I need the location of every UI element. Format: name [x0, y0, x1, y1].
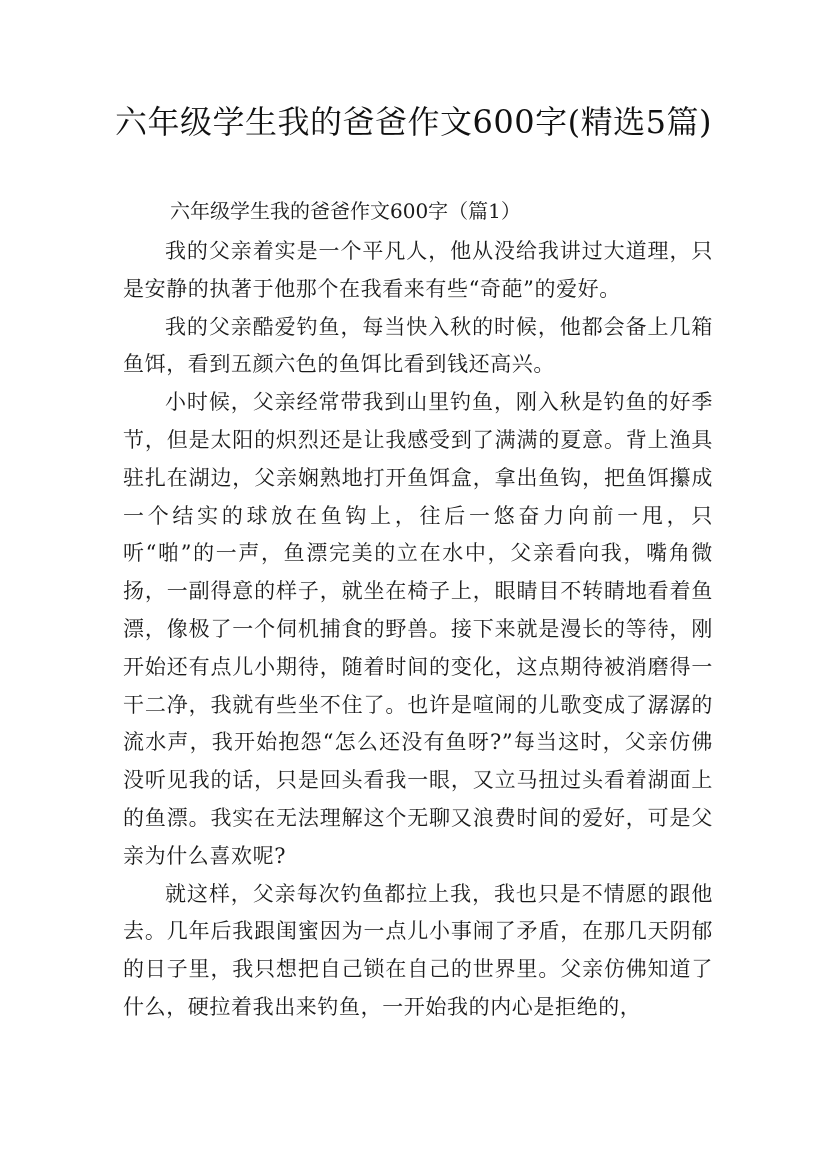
- paragraph-3: 小时候，父亲经常带我到山里钓鱼，刚入秋是钓鱼的好季节，但是太阳的炽烈还是让我感受到了满满的夏意。背上渔具驻扎在湖边，父亲娴熟地打开鱼饵盒，拿出鱼钩，把鱼饵攥成一个结实的球放在鱼钩上，往后一悠奋力向前一甩，只听“啪”的一声，鱼漂完美的立在水中，父亲看向我，嘴角微扬，一副得意的样子，就坐在椅子上，眼睛目不转睛地看着鱼漂，像极了一个伺机捕食的野兽。接下来就是漫长的等待，刚开始还有点儿小期待，随着时间的变化，这点期待被消磨得一干二净，我就有些坐不住了。也许是喧闹的儿歌变成了潺潺的流水声，我开始抱怨“怎么还没有鱼呀?”每当这时，父亲仿佛没听见我的话，只是回头看我一眼，又立马扭过头看着湖面上的鱼漂。我实在无法理解这个无聊又浪费时间的爱好，可是父亲为什么喜欢呢?: [123, 390, 713, 868]
- paragraph-4: 就这样，父亲每次钓鱼都拉上我，我也只是不情愿的跟他去。几年后我跟闺蜜因为一点儿小事闹了矛盾，在那几天阴郁的日子里，我只想把自己锁在自己的世界里。父亲仿佛知道了什么，硬拉着我出来钓鱼，一开始我的内心是拒绝的，: [123, 881, 713, 1019]
- body-text: [123, 233, 713, 1027]
- paragraph-1: 我的父亲着实是一个平凡人，他从没给我讲过大道理，只是安静的执著于他那个在我看来有些“奇葩”的爱好。: [123, 239, 713, 301]
- paragraph-2: 我的父亲酷爱钓鱼，每当快入秋的时候，他都会备上几箱鱼饵，看到五颜六色的鱼饵比看到钱还高兴。: [123, 314, 713, 377]
- section-heading: 六年级学生我的爸爸作文600字（篇1）: [170, 199, 521, 223]
- document-title: 六年级学生我的爸爸作文600字(精选5篇): [115, 103, 712, 141]
